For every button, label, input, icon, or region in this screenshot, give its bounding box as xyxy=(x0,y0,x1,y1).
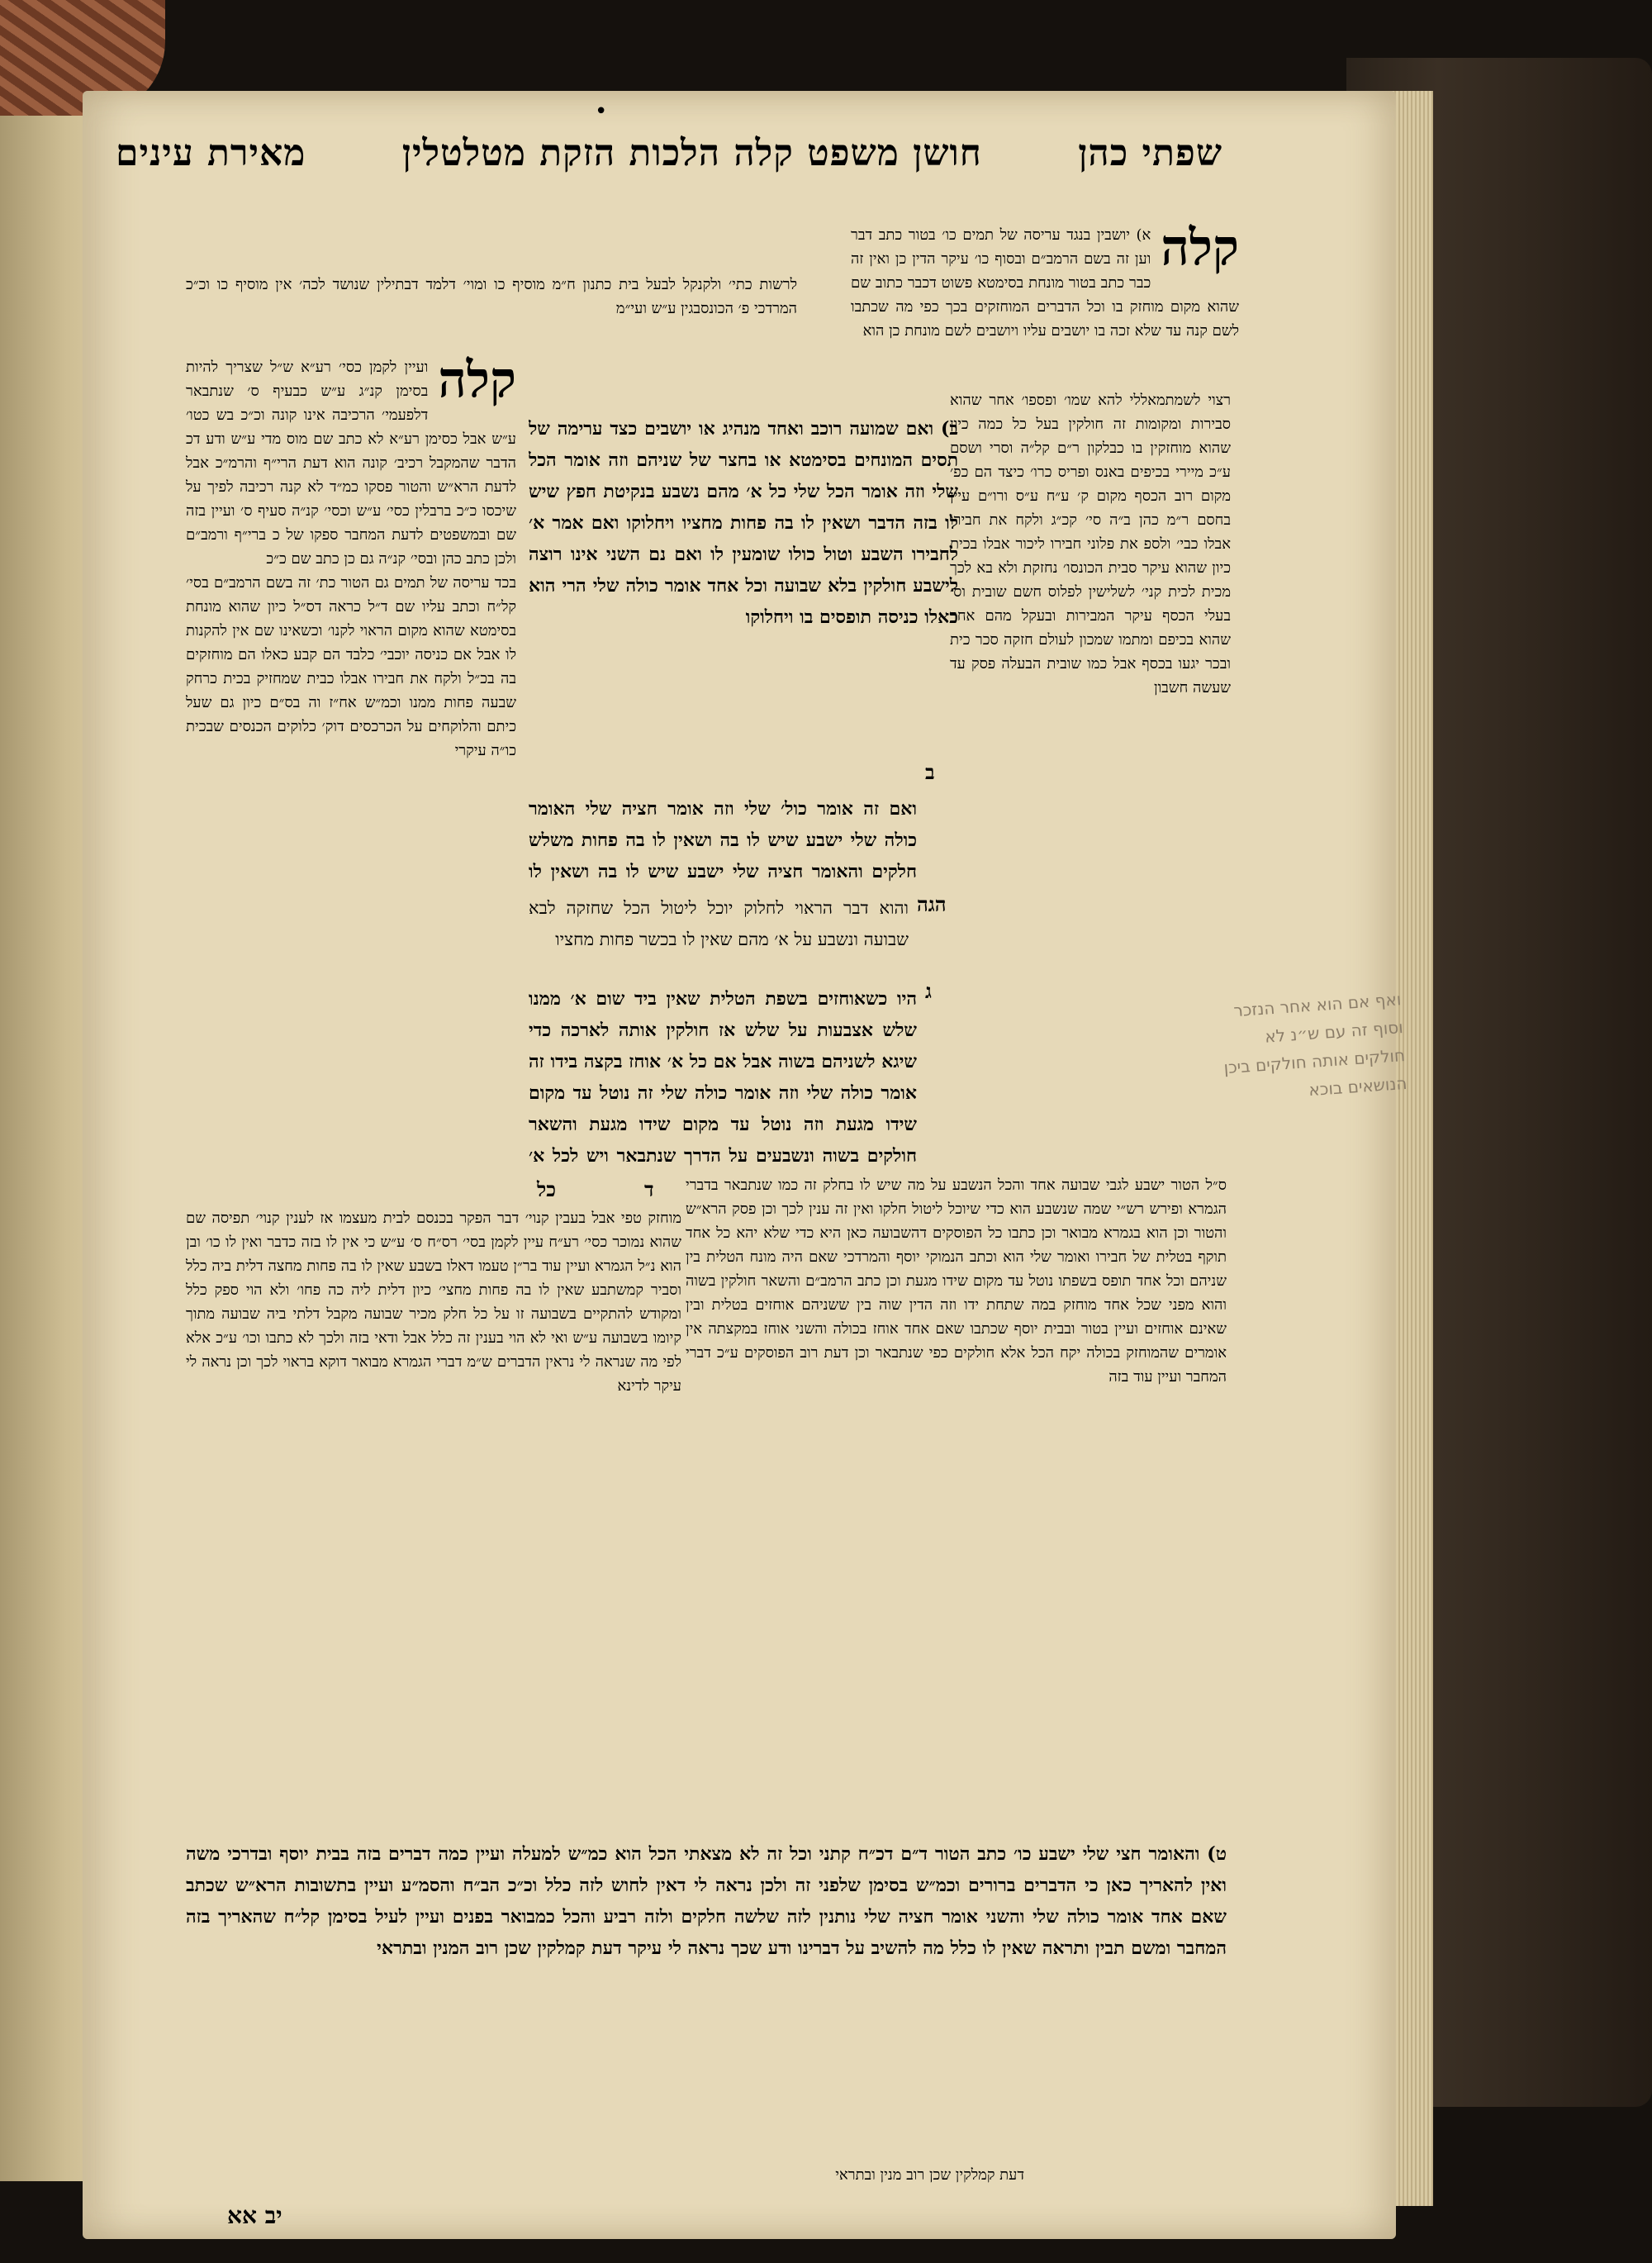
left-commentary-top xyxy=(186,273,797,364)
bottom-last-line xyxy=(529,2163,1024,2196)
seif-g-label: ג xyxy=(925,979,932,1003)
main-body-b: ואם זה אומר כול׳ שלי וזה אומר חציה שלי האומר כולה שלי ישבע שיש לו בה ושאין לו בה פחות משלש חלקים והאומר חציה שלי ישבע שיש לו בה ושאין לו xyxy=(529,798,917,882)
ornament-mark: • xyxy=(595,99,608,124)
header-center-title: חושן משפט קלה הלכות הזקת מטלטלין xyxy=(401,131,982,174)
right-commentary-top xyxy=(851,223,1239,388)
page-header xyxy=(116,124,1222,182)
left-column-text: ועיין לקמן כסי׳ רע״א ש״ל שצריך להיות בסימן קנ״ג ע״ש כבעיף ס׳ שנתבאר דלפעמי׳ הרכיבה אינו קונה וכ״כ בש כטו׳ ע״ש אבל כסימן רע״א לא כתב שם מוס מדי ע״ש ודע דכ הדבר שהמקבל רכיב׳ קונה הוא דעת הרי״ף והרמ״כ אבל לדעת הרא״ש והטור פסקו כמ״ד לא קנה רכיבה לפיך על שיכסו כ״כ ברבלין כסי׳ ע״ש וכסי׳ קנ״ה סעיף ס׳ ועיין בזה שם ובמשפטים לדעת המחבר ספקו של כ ברי״ף ורמב״ם ולכן כתב כהן ובסי׳ קנ״ה גם כן כתב שם כ״כ xyxy=(186,359,516,568)
main-body-g: היו כשאוחזים בשפת הטלית שאין ביד שום א׳ ממנו שלש אצבעות על שלש אז חולקין אותה לארכה כדי שיגא לשניהם בשוה אבל אם כל א׳ אוחז בקצה בידו זה אומר כולה שלי וזה אומר כולה שלי זה נוטל עד מקום שידו מגעת וזה נוטל עד מקום שידו מגעת והשאר חולקים בשוה ונשבעים על הדרך שנתבאר ויש לכל א׳ xyxy=(529,988,917,1167)
main-text-b xyxy=(529,793,917,892)
hagah-label: הגה xyxy=(917,892,947,916)
handwritten-margin-note: ואף אם הוא אחר הנזכר וסוף זה עם ש״נ לא חולקים אותה חולקים ביכן הנושאים בוכא xyxy=(1222,989,1408,1101)
right-commentary-column xyxy=(950,388,1231,1206)
left-commentary-column xyxy=(186,355,516,1181)
lower-right-commentary xyxy=(686,1173,1227,1834)
right-top-text: א) יושבין בנגד עריסה של תמים כו׳ בטור כתב דבר וען זה בשם הרמב״ם ובסוף כו׳ עיקר הדין כן ואין זה כבר כתב בטור מונחת בסימטא פשוט דכבר כתוב שם שהוא מקום מוחזק בו וכל הדברים המוחזקים בכך כפי מה שכתבו לשם קנה עד שלא זכה בו יושבים עליו ויושבים לשם מונחת כן הוא xyxy=(851,226,1239,340)
section-mark-left: קלה xyxy=(438,355,516,409)
header-right-title: שפתי כהן xyxy=(1078,131,1222,174)
right-column-text: רצוי לשמתמאללי להא שמו׳ ופספו׳ אחר שהוא סבירות ומקומות זה חולקין בעל כל כמה כיון שהוא מוחזקין בו כבלקון ר״ם קל״ה וסרי ושסם ע״כ מיירי בכיפים באנס ופריס כרו׳ כיצד הם כפ׳ מקום רוב הכסף מקום ק׳ ע״ח ע״ס ורו״ם עיין בחסם ר״מ כהן ב״ה סי׳ קכ״ג ולקח את חבירו אבלו כבי׳ ולספ את פלוני חבירו ליכור אבלו בכית כיון שהוא עיקר סבית הכונסו׳ נחזקת ולא בא לכך מכית לכית קני׳ לשלישין לפלוס חשם שובית וס׳ בעלי הכסף עיקר המבירות ובעקל מהם אחר שהוא בכיפם ומתמו שמכון לעולם חזקה סכר כית ובכר יגעו בכסף אבל כמו שובית הבעלה פסק עד שעשה חשבון xyxy=(950,392,1231,696)
lower-left-commentary xyxy=(186,1206,681,1834)
left-top-text: לרשות כתי׳ ולקנקל לבעל בית כתנון ח״מ מוסיף כו ומוי׳ דלמד דבתילין שנושד לכה׳ אין מוסיף כו וכ״כ המרדכי פ׳ הכונסבגין ע״ש ועי״מ xyxy=(186,276,797,317)
seif-kl-label: כל xyxy=(537,1177,556,1201)
left-column-lower-text: בכד עריסה של תמים גם הטור כת׳ זה בשם הרמב״ם בסי׳ קל״ח וכתב עליו שם ד״ל כראה דס״ל כיון שהוא מונחת בסימטא שהוא מקום הראוי לקנו׳ וכשאינו שם אין להקנות לו אבל אם כניסה יוכבי׳ כלבד הם קבע כאלו הם מוחזקים בה בכ״ל ולקח את חבירו אבלו כבית שמחזיק בכית כרחק שבעה פחות ממנו וכמ״ש אח״ז וה בס״ם כיון גם שעל כיתם והלוקחים על הכרכסים דוק׳ כלוקים הכנסים שבכית כו״ה עיקרי xyxy=(186,574,516,759)
seif-b-label: ב xyxy=(925,760,935,784)
header-left-title: מאירת עינים xyxy=(116,131,306,174)
bottom-last-text: דעת קמלקין שכן רוב מנין ובתראי xyxy=(835,2166,1024,2184)
bottom-commentary xyxy=(186,1838,1227,2161)
main-text-g xyxy=(529,983,917,1173)
lower-left-text: מוחזק טפי אבל בעבין קנוי׳ דבר הפקר בכנסם לבית מעצמו אז לענין קנוי׳ תפיסה שם שהוא נמוכר כסי׳ רע״ח עיין לקמן בסי׳ רס״ח ס׳ ע״ש כי אין לו בזה כדבר ואין לו כו׳ ובן הוא נ״ל הגמרא ועיין עוד בר״ן טעמו דאלו בשבע שאין לו בה פחות מחצה דלית ביה כלל וסביר קמשתבע שאין לו בה פחות מחצי׳ כיון דלית ליה כה פחו׳ ולא הוי ספק כלל ומקודש להתקיים בשבועה זו על כל חלק מכיר שבועה מקבל דלתי ביה שבועה מתוך קיומו בשבועה ע״ש ואי לא הוי בענין זה כלל אבל ודאי בזה ולכך לא כתבו וכו׳ ע״כ אלא לפי מה שנראה לי נראין הדברים ש״מ דברי הגמרא מבואר דוקא בראוי לכך וכן נראה לי עיקר לדינא xyxy=(186,1210,681,1395)
page-footer-signature: יב אא xyxy=(227,2202,282,2229)
seif-d-label: ד xyxy=(644,1177,654,1201)
bottom-text: ט) והאומר חצי שלי ישבע כו׳ כתב הטור ד״ם דכ״ח קתני וכל זה לא מצאתי הכל הוא כמ״ש למעלה ועיין כמה דברים בזה בבית יוסף ובדרכי משה ואין להאריך כאן כי הדברים ברורים וכמ״ש בסימן שלפני זה ולכן נראה לי דאין לחוש לזה כלל וכ״כ הב״ח והסמ״ע ועיין בתשובות הרא״ש שכתב שאם אחד אומר כולה שלי והשני אומר חציה שלי נותנין לזה שלשה חלקים ולזה רביע והכל כמבואר בפנים ועיין לעיל בסימן קל״ח שהאריך בזה המחבר ומשם תבין ותראה שאין לו כלל מה להשיב על דברינו ודע שכך נראה לי עיקר דעת קמלקין שכן רוב המנין ובתראי xyxy=(186,1843,1227,1959)
main-body-a: ב) ואם שמועה רוכב ואחד מנהיג או יושבים כצד ערימה של תסים המונחים בסימטא או בחצר של שניהם וזה אומר הכל שלי וזה אומר הכל שלי כל א׳ מהם נשבע בנקיטת חפץ שיש לו בזה הדבר ושאין לו בה פחות מחציו ויחלוקו ואם אמר א׳ לחבירו השבע וטול כולו שומעין לו ואם נם השני אינו רוצה לישבע חולקין בלא שבועה וכל אחד אומר כולה שלי הרי הוא כאלו כניסה תופסים בו ויחלוקו xyxy=(529,418,958,628)
section-mark-main: קלה xyxy=(1161,223,1239,277)
hagah-text xyxy=(529,892,909,983)
lower-right-text: ס״ל הטור ישבע לגבי שבועה אחד והכל הנשבע על מה שיש לו בחלק זה כמו שנתבאר בדברי הגמרא ופירש רש״י שמה שנשבע הוא כדי שיוכל ליטול חלקו ואין זה ענין לכך וכן פסק הרא״ש והטור וכן הוא בגמרא מבואר וכן כתבו כל הפוסקים דהשבועה כאן היא כדי שלא יהא כל אחד תוקף בטלית של חבירו ואומר שלי הוא וכתב הנמוקי יוסף והמרדכי שאם היה מונח הטלית בין שניהם וכל אחד תופס בשפתו נוטל עד מקום שידו מגעת וכן כתב הרמב״ם והשאר חולקין בשוה והוא מפני שכל אחד מוחזק במה שתחת ידו וזה הדין שוה בין ששניהם אוחזים בטלית ובין שאינם אוחזים ועיין בטור ובבית יוסף שכתבו שאם אחד אוחז בכולה והשני אוחז במקצתה אין אומרים שהמוחזק בכולה יקח הכל אלא חולקים כפי שנתבאר וכן דעת רוב הפוסקים ע״כ דברי המחבר ועיין עוד בזה xyxy=(686,1177,1227,1386)
hagah-body: והוא דבר הראוי לחלוק יוכל ליטול הכל שחזקה לבא שבועה ונשבע על א׳ מהם שאין לו בכשר פחות מחציו xyxy=(529,898,909,949)
